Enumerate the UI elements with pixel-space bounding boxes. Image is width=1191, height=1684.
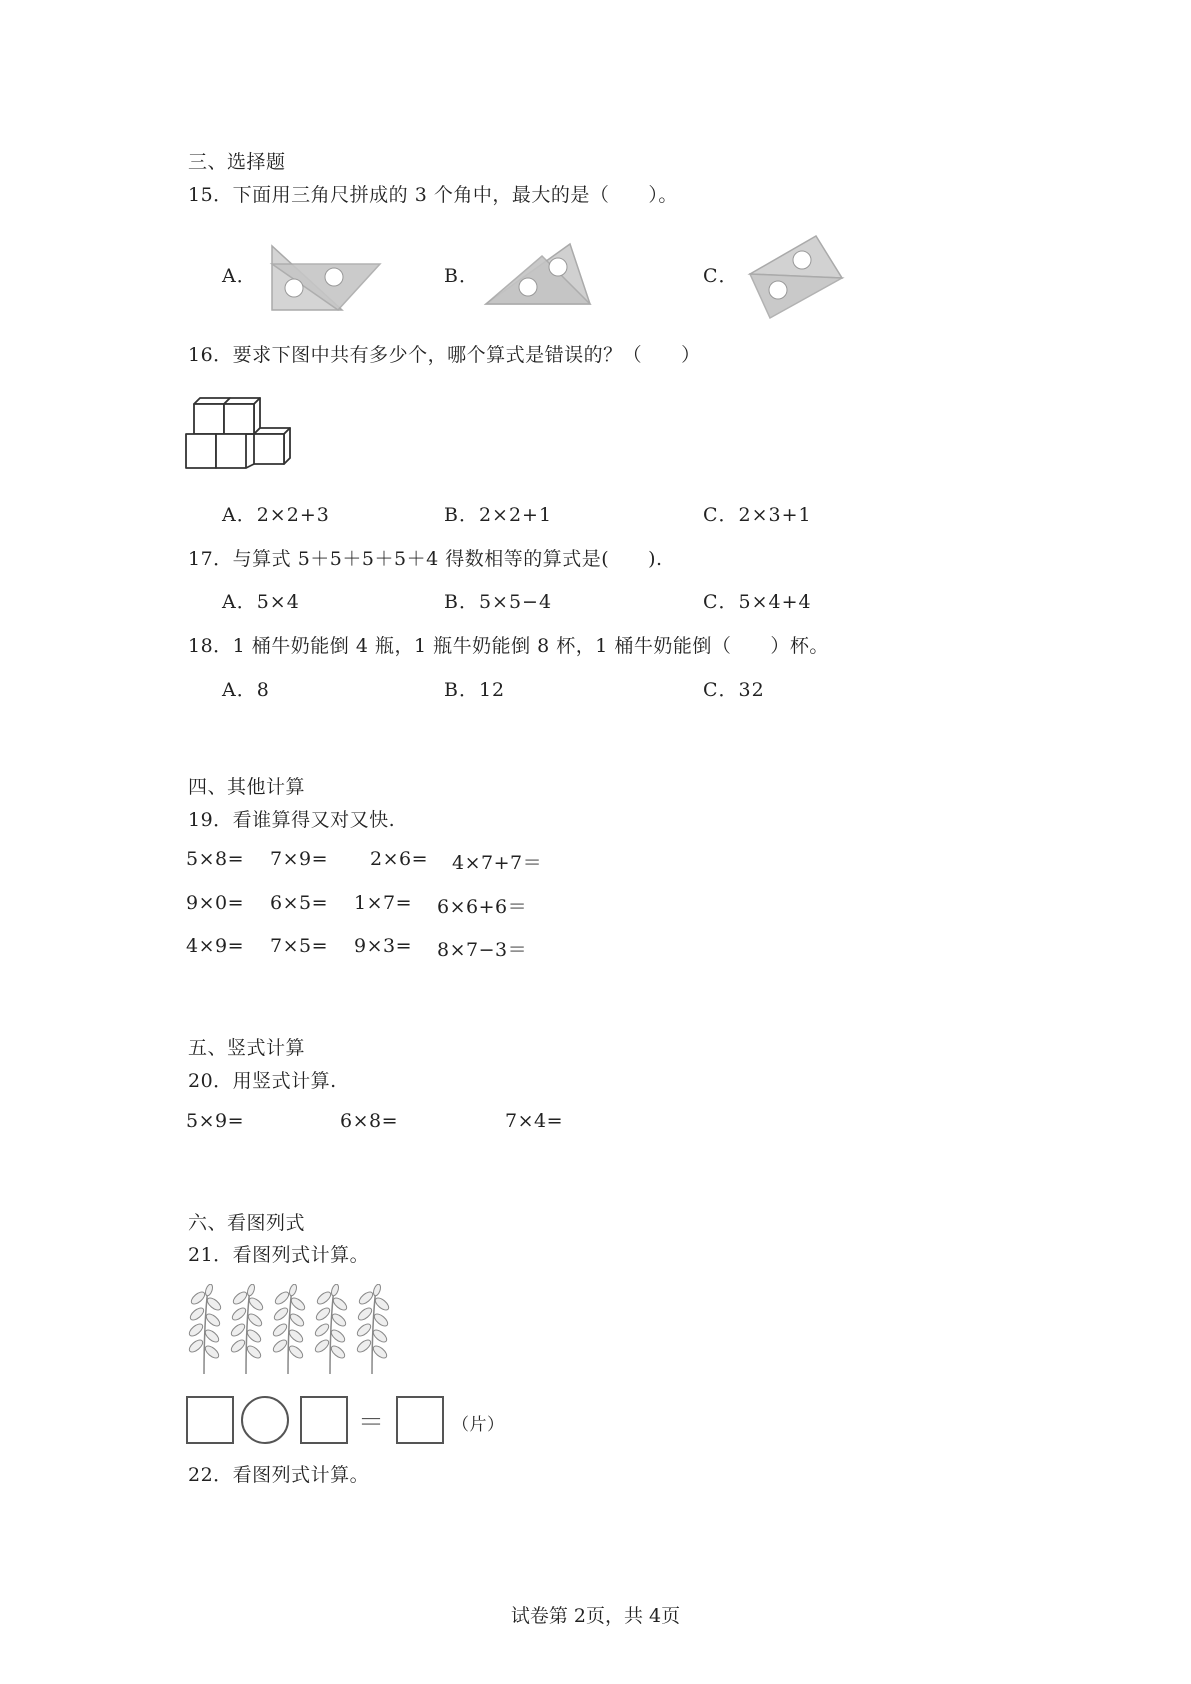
q17-option-a: A．5×4 bbox=[222, 591, 300, 613]
page-footer: 试卷第 2页，共 4页 bbox=[510, 1605, 681, 1627]
calc-item: 7×5= bbox=[270, 935, 329, 957]
answer-box-result[interactable] bbox=[396, 1396, 444, 1444]
question-19-stem: 19．看谁算得又对又快. bbox=[188, 809, 396, 831]
question-16-stem: 16．要求下图中共有多少个，哪个算式是错误的？（ ） bbox=[188, 344, 701, 366]
section-6-heading: 六、看图列式 bbox=[188, 1212, 306, 1234]
section-5-heading: 五、竖式计算 bbox=[188, 1037, 306, 1059]
calc-item: 9×0= bbox=[186, 892, 245, 914]
calc-item: 4×9= bbox=[186, 935, 245, 957]
operator-circle[interactable] bbox=[241, 1396, 289, 1444]
q15-triangle-figure-a bbox=[266, 240, 384, 312]
q16-option-b: B．2×2+1 bbox=[444, 504, 553, 526]
q18-option-c: C．32 bbox=[703, 679, 765, 701]
calc-item: 7×9= bbox=[270, 848, 329, 870]
question-22-stem: 22．看图列式计算。 bbox=[188, 1464, 370, 1486]
calc-item: 2×6= bbox=[370, 848, 429, 870]
answer-box-2[interactable] bbox=[300, 1396, 348, 1444]
question-20-stem: 20．用竖式计算. bbox=[188, 1070, 337, 1092]
question-15-stem: 15．下面用三角尺拼成的 3 个角中，最大的是（ ）。 bbox=[188, 184, 678, 206]
vertical-calc-item: 5×9= bbox=[186, 1110, 245, 1132]
q17-option-b: B．5×5−4 bbox=[444, 591, 553, 613]
equals-sign: ＝ bbox=[358, 1408, 385, 1438]
q15-option-c-label: C． bbox=[703, 265, 739, 287]
question-21-stem: 21．看图列式计算。 bbox=[188, 1244, 370, 1266]
vertical-calc-item: 6×8= bbox=[340, 1110, 399, 1132]
q15-triangle-figure-b bbox=[482, 240, 594, 308]
q16-cube-stack-figure bbox=[184, 394, 300, 474]
calc-item: 9×3= bbox=[354, 935, 413, 957]
unit-label: （片） bbox=[452, 1415, 505, 1435]
q15-option-b-label: B． bbox=[444, 265, 479, 287]
answer-box-1[interactable] bbox=[186, 1396, 234, 1444]
q15-option-a-label: A． bbox=[222, 265, 257, 287]
section-3-heading: 三、选择题 bbox=[188, 151, 286, 173]
q18-option-b: B．12 bbox=[444, 679, 506, 701]
section-4-heading: 四、其他计算 bbox=[188, 776, 306, 798]
calc-item: 6×6+6＝ bbox=[437, 896, 528, 918]
vertical-calc-item: 7×4= bbox=[505, 1110, 564, 1132]
calc-item: 6×5= bbox=[270, 892, 329, 914]
q16-option-c: C．2×3+1 bbox=[703, 504, 812, 526]
question-18-stem: 18．1 桶牛奶能倒 4 瓶，1 瓶牛奶能倒 8 杯，1 桶牛奶能倒（ ）杯。 bbox=[188, 635, 829, 657]
question-17-stem: 17．与算式 5＋5＋5＋5＋4 得数相等的算式是( ). bbox=[188, 548, 663, 570]
calc-item: 8×7−3＝ bbox=[437, 939, 528, 961]
calc-item: 4×7+7＝ bbox=[452, 852, 543, 874]
calc-item: 1×7= bbox=[354, 892, 413, 914]
q16-option-a: A．2×2+3 bbox=[222, 504, 330, 526]
q15-triangle-figure-c bbox=[746, 232, 846, 322]
leaf-branches-figure bbox=[184, 1284, 394, 1376]
q17-option-c: C．5×4+4 bbox=[703, 591, 812, 613]
calc-item: 5×8= bbox=[186, 848, 245, 870]
q18-option-a: A．8 bbox=[222, 679, 270, 701]
